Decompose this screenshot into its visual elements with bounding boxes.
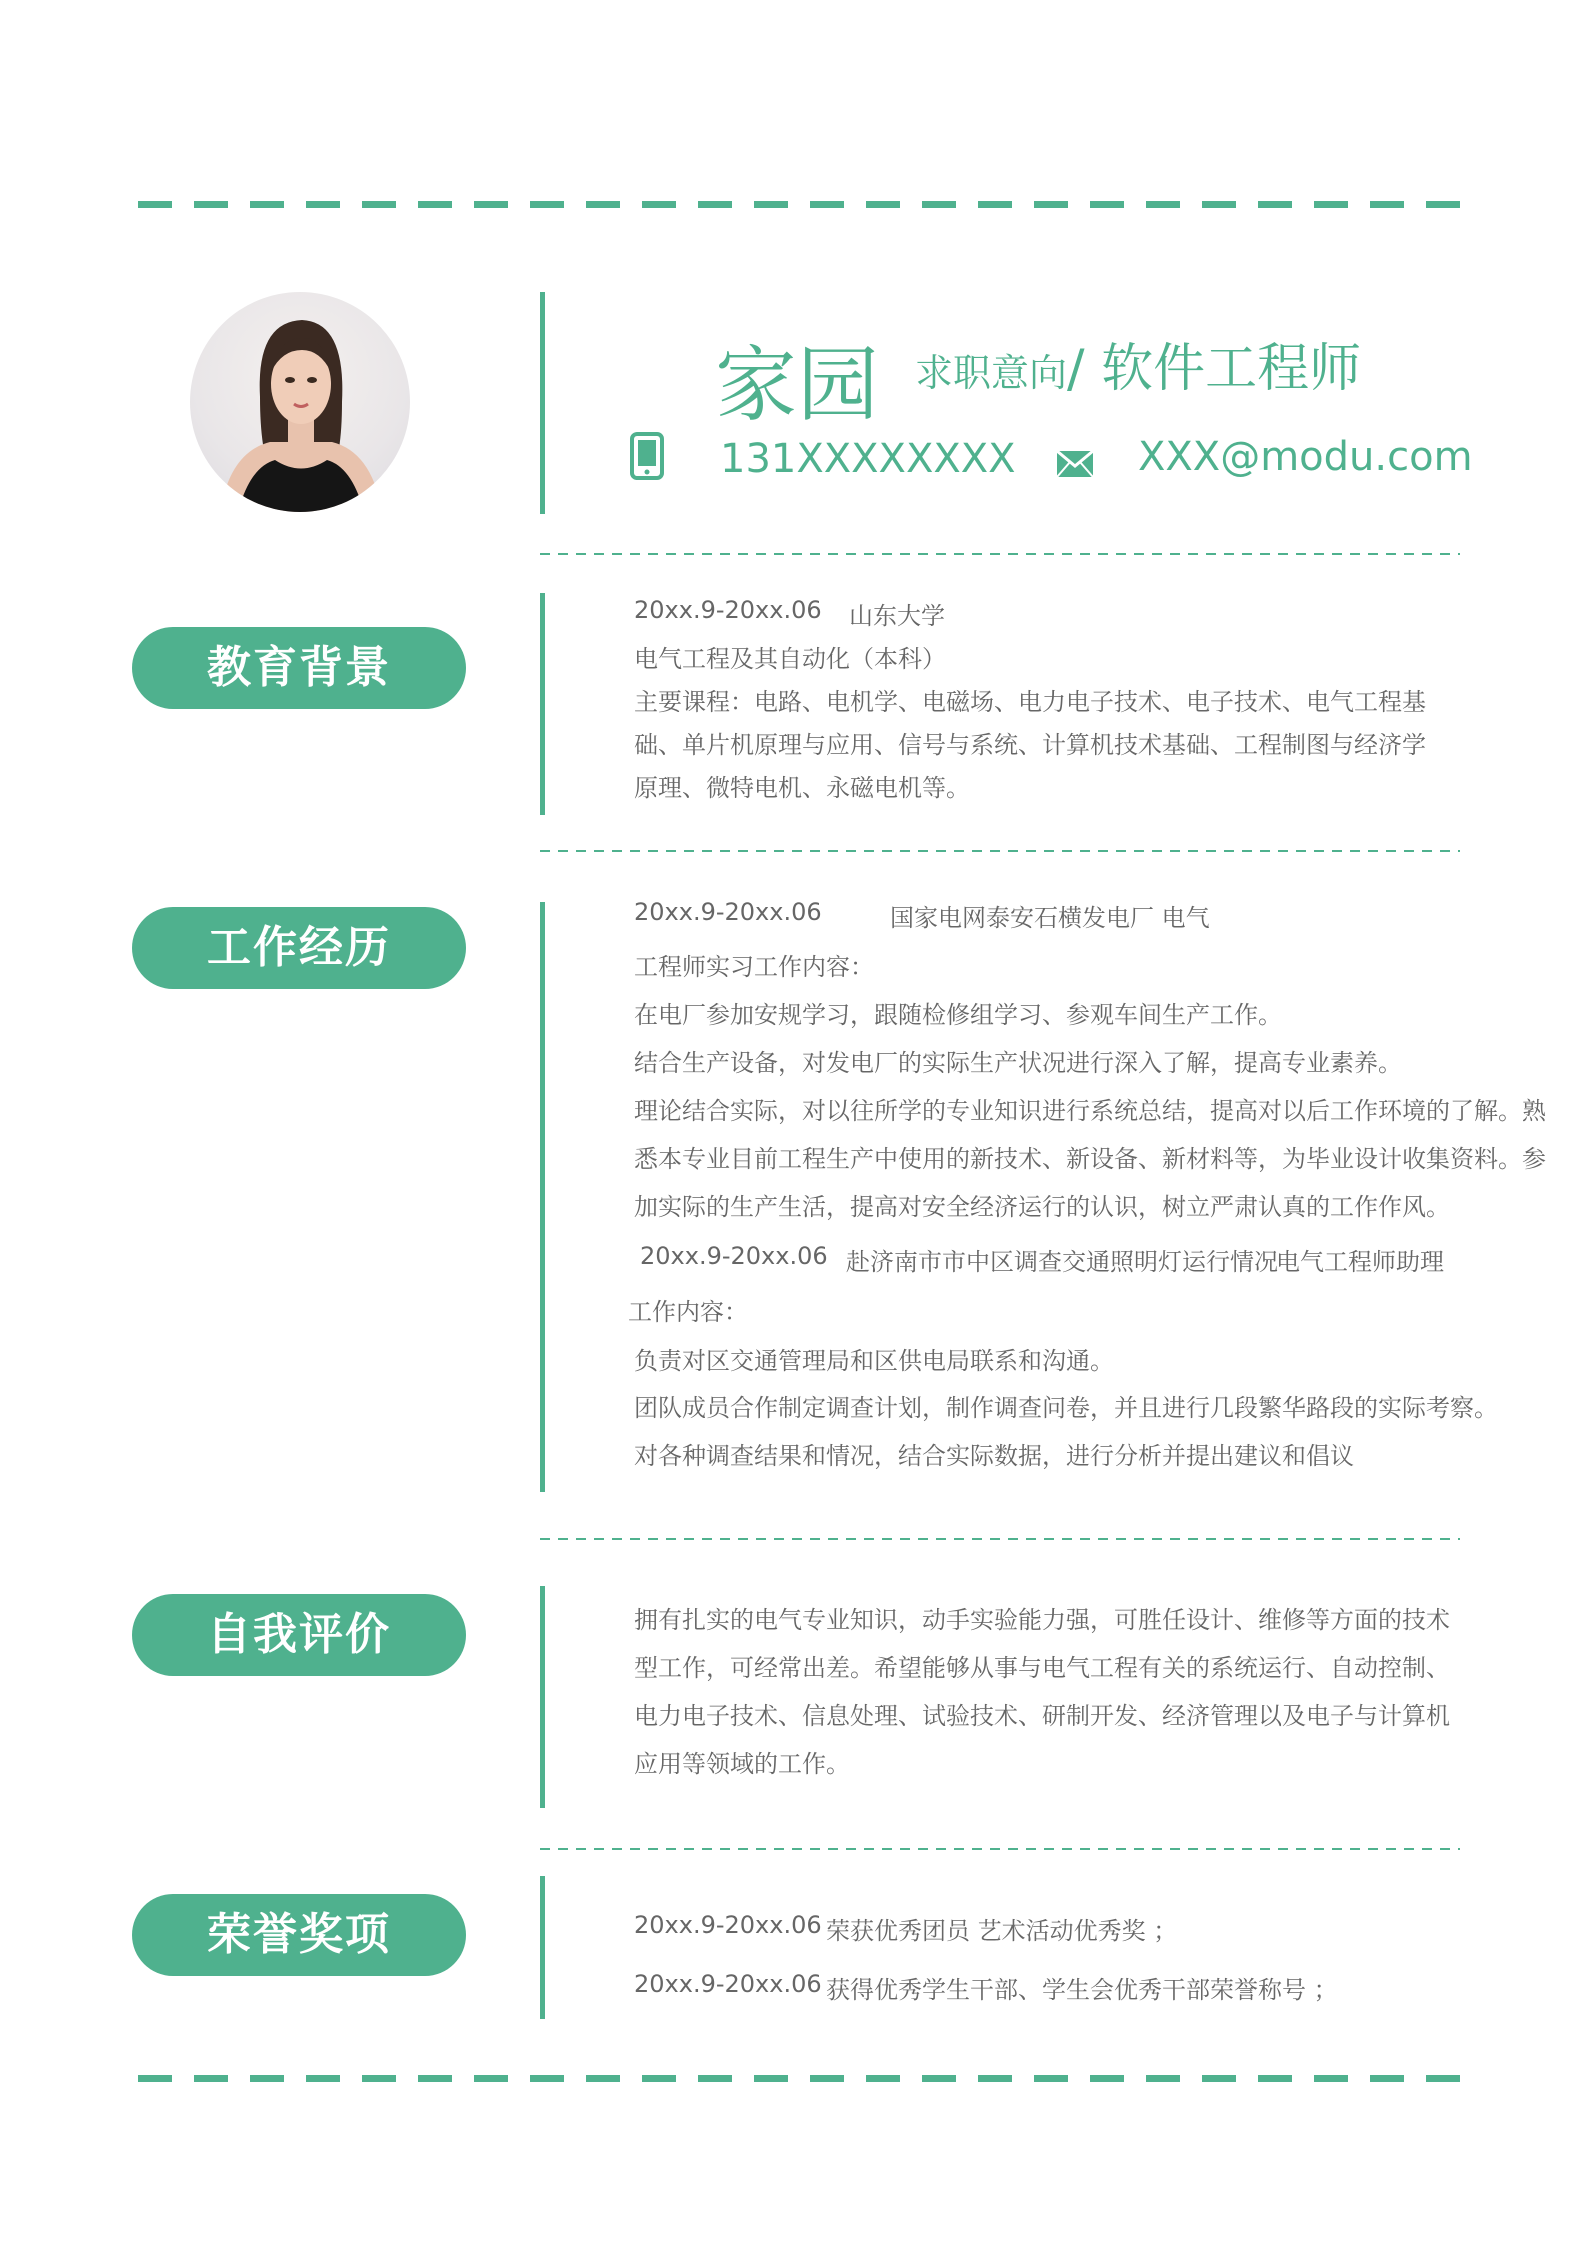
honor-text: 荣获优秀团员 艺术活动优秀奖 ； xyxy=(826,1917,1178,1945)
self-eval-line: 型工作，可经常出差。希望能够从事与电气工程有关的系统运行、自动控制、 xyxy=(634,1654,1450,1682)
job-intent-label: 求职意向 xyxy=(915,351,1068,395)
top-dashed-border xyxy=(138,201,1463,208)
avatar xyxy=(190,292,410,512)
education-major: 电气工程及其自动化（本科） xyxy=(634,645,946,673)
job2-heading: 工作内容： xyxy=(628,1298,748,1326)
education-courses-line: 础、单片机原理与应用、信号与系统、计算机技术基础、工程制图与经济学 xyxy=(634,731,1426,759)
email-address: XXX@modu.com xyxy=(1138,434,1473,480)
envelope-icon xyxy=(1056,450,1094,482)
education-courses-line: 原理、微特电机、永磁电机等。 xyxy=(634,774,970,802)
job1-heading: 工程师实习工作内容： xyxy=(634,953,874,981)
section-separator xyxy=(540,1848,1460,1850)
self-eval-line: 电力电子技术、信息处理、试验技术、研制开发、经济管理以及电子与计算机 xyxy=(634,1702,1450,1730)
section-education-title: 教育背景 xyxy=(132,627,466,709)
section-separator xyxy=(540,850,1460,852)
honor-text: 获得优秀学生干部、学生会优秀干部荣誉称号 ； xyxy=(826,1976,1338,2004)
header-divider xyxy=(540,292,545,514)
education-divider xyxy=(540,593,545,815)
job1-period: 20xx.9-20xx.06 xyxy=(634,898,822,926)
job2-role: 电气工程师助理 xyxy=(1276,1248,1444,1276)
honor-period: 20xx.9-20xx.06 xyxy=(634,1970,822,1998)
job2-line: 对各种调查结果和情况，结合实际数据，进行分析并提出建议和倡议 xyxy=(634,1442,1354,1470)
job-intent xyxy=(915,326,1361,401)
education-courses-line: 主要课程：电路、电机学、电磁场、电力电子技术、电子技术、电气工程基 xyxy=(634,688,1426,716)
bottom-dashed-border xyxy=(138,2075,1463,2082)
job1-line: 理论结合实际，对以往所学的专业知识进行系统总结，提高对以后工作环境的了解。熟 xyxy=(634,1097,1546,1125)
education-period: 20xx.9-20xx.06 xyxy=(634,596,822,624)
work-divider xyxy=(540,902,545,1492)
honor-period: 20xx.9-20xx.06 xyxy=(634,1911,822,1939)
job1-line: 加实际的生产生活，提高对安全经济运行的认识，树立严肃认真的工作作风。 xyxy=(634,1193,1450,1221)
self-eval-divider xyxy=(540,1586,545,1808)
phone-number: 131XXXXXXXX xyxy=(720,436,1016,482)
section-separator xyxy=(540,553,1460,555)
section-separator xyxy=(540,1538,1460,1540)
section-honors-title: 荣誉奖项 xyxy=(132,1894,466,1976)
honors-divider xyxy=(540,1876,545,2019)
phone-icon xyxy=(630,432,664,484)
education-school: 山东大学 xyxy=(849,602,945,630)
job-intent-value: / 软件工程师 xyxy=(1067,339,1362,399)
job1-company: 国家电网泰安石横发电厂 电气 xyxy=(890,904,1210,932)
job2-period: 20xx.9-20xx.06 xyxy=(640,1242,828,1270)
self-eval-line: 拥有扎实的电气专业知识，动手实验能力强，可胜任设计、维修等方面的技术 xyxy=(634,1606,1450,1634)
self-eval-line: 应用等领域的工作。 xyxy=(634,1750,850,1778)
job1-line: 在电厂参加安规学习，跟随检修组学习、参观车间生产工作。 xyxy=(634,1001,1282,1029)
section-work-title: 工作经历 xyxy=(132,907,466,989)
candidate-name: 家园 xyxy=(715,338,880,433)
job2-company: 赴济南市市中区调查交通照明灯运行情况 xyxy=(846,1248,1278,1276)
section-self-eval-title: 自我评价 xyxy=(132,1594,466,1676)
job1-line: 结合生产设备，对发电厂的实际生产状况进行深入了解，提高专业素养。 xyxy=(634,1049,1402,1077)
job2-line: 负责对区交通管理局和区供电局联系和沟通。 xyxy=(634,1347,1114,1375)
job1-line: 悉本专业目前工程生产中使用的新技术、新设备、新材料等，为毕业设计收集资料。参 xyxy=(634,1145,1546,1173)
job2-line: 团队成员合作制定调查计划，制作调查问卷，并且进行几段繁华路段的实际考察。 xyxy=(634,1394,1498,1422)
